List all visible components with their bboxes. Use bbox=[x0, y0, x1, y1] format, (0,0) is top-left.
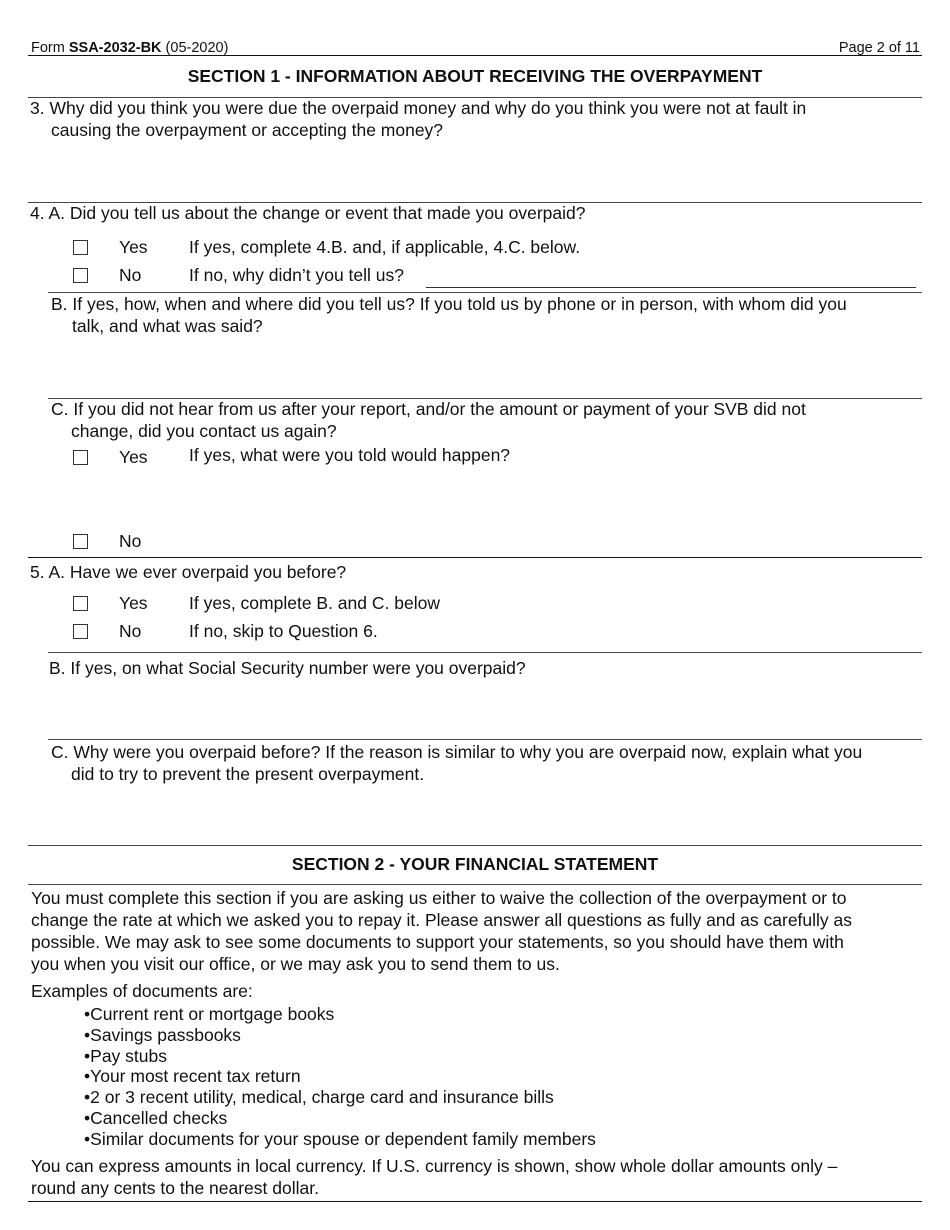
divider bbox=[28, 557, 922, 558]
q4b-answer-area[interactable] bbox=[50, 340, 920, 396]
list-item: • Pay stubs bbox=[84, 1046, 596, 1067]
q5a-yes-label: Yes bbox=[119, 593, 148, 613]
q4c-yes-label: Yes bbox=[119, 447, 148, 467]
q4c-no-label: No bbox=[119, 531, 142, 551]
list-item: • Cancelled checks bbox=[84, 1108, 596, 1129]
q3-answer-area[interactable] bbox=[30, 144, 920, 200]
q4a-no-checkbox[interactable] bbox=[73, 268, 88, 283]
section2-intro-line1: You must complete this section if you are asking us either to waive the collection of the overpayment or to bbox=[31, 888, 847, 908]
currency-note-line1: You can express amounts in local currency. If U.S. currency is shown, show whole dollar amounts only – bbox=[31, 1156, 838, 1176]
divider bbox=[28, 845, 922, 846]
q4c-text-line2: change, did you contact us again? bbox=[71, 421, 337, 441]
section2-intro-line3: possible. We may ask to see some documents to support your statements, so you should have them with bbox=[31, 932, 844, 952]
q4a-no-label: No bbox=[119, 265, 142, 285]
q5a-yes-checkbox[interactable] bbox=[73, 596, 88, 611]
list-item: • Your most recent tax return bbox=[84, 1066, 596, 1087]
section1-title: SECTION 1 - INFORMATION ABOUT RECEIVING THE OVERPAYMENT bbox=[187, 66, 763, 86]
q4c-no-checkbox[interactable] bbox=[73, 534, 88, 549]
q5b-answer-area[interactable] bbox=[48, 682, 918, 736]
q5a-yes-instruction: If yes, complete B. and C. below bbox=[189, 593, 440, 613]
q5c-text-line1: C. Why were you overpaid before? If the reason is similar to why you are overpaid now, explain what you bbox=[51, 742, 863, 762]
list-item: • Current rent or mortgage books bbox=[84, 1004, 596, 1025]
examples-label: Examples of documents are: bbox=[31, 981, 253, 1001]
divider bbox=[48, 652, 922, 653]
footer-divider bbox=[28, 1201, 922, 1202]
q4a-no-instruction: If no, why didn’t you tell us? bbox=[189, 265, 404, 285]
section2-intro-line2: change the rate at which we asked you to repay it. Please answer all questions as fully and as carefully as bbox=[31, 910, 853, 930]
list-item: • Savings passbooks bbox=[84, 1025, 596, 1046]
q3-text-line1: 3. Why did you think you were due the overpaid money and why do you think you were not at fault in bbox=[30, 98, 807, 118]
q3-text-line2: causing the overpayment or accepting the money? bbox=[51, 120, 444, 140]
section2-title: SECTION 2 - YOUR FINANCIAL STATEMENT bbox=[291, 854, 659, 874]
q5a-text: 5. A. Have we ever overpaid you before? bbox=[30, 562, 347, 582]
section2-intro-line4: you when you visit our office, or we may ask you to send them to us. bbox=[31, 954, 560, 974]
q4a-text: 4. A. Did you tell us about the change or event that made you overpaid? bbox=[30, 203, 586, 223]
q5c-answer-area[interactable] bbox=[50, 788, 920, 842]
list-item: • 2 or 3 recent utility, medical, charge card and insurance bills bbox=[84, 1087, 596, 1108]
form-date: (05-2020) bbox=[161, 40, 229, 56]
q4c-yes-checkbox[interactable] bbox=[73, 450, 88, 465]
list-item: • Similar documents for your spouse or dependent family members bbox=[84, 1129, 596, 1150]
form-prefix: Form bbox=[31, 40, 69, 56]
header-divider bbox=[28, 55, 922, 56]
q4a-yes-instruction: If yes, complete 4.B. and, if applicable, 4.C. below. bbox=[189, 237, 581, 257]
q4c-yes-instruction: If yes, what were you told would happen? bbox=[189, 445, 511, 465]
divider bbox=[48, 739, 922, 740]
form-number: SSA-2032-BK bbox=[68, 40, 162, 56]
divider bbox=[28, 884, 922, 885]
q4a-yes-label: Yes bbox=[119, 237, 148, 257]
q5a-no-checkbox[interactable] bbox=[73, 624, 88, 639]
document-examples-list bbox=[84, 1004, 596, 1150]
q4b-text-line1: B. If yes, how, when and where did you tell us? If you told us by phone or in person, with whom did you bbox=[51, 294, 847, 314]
currency-note-line2: round any cents to the nearest dollar. bbox=[31, 1178, 319, 1198]
q4c-text-line1: C. If you did not hear from us after your report, and/or the amount or payment of your SVB did not bbox=[51, 399, 806, 419]
q5c-text-line2: did to try to prevent the present overpayment. bbox=[71, 764, 425, 784]
q4a-yes-checkbox[interactable] bbox=[73, 240, 88, 255]
q5a-no-label: No bbox=[119, 621, 142, 641]
q5a-no-instruction: If no, skip to Question 6. bbox=[189, 621, 378, 641]
q4b-text-line2: talk, and what was said? bbox=[72, 316, 263, 336]
q4c-answer-area[interactable] bbox=[188, 470, 918, 524]
q5b-text: B. If yes, on what Social Security number were you overpaid? bbox=[49, 658, 526, 678]
page-number: Page 2 of 11 bbox=[838, 40, 920, 56]
q4a-no-reason-field[interactable] bbox=[426, 267, 916, 288]
